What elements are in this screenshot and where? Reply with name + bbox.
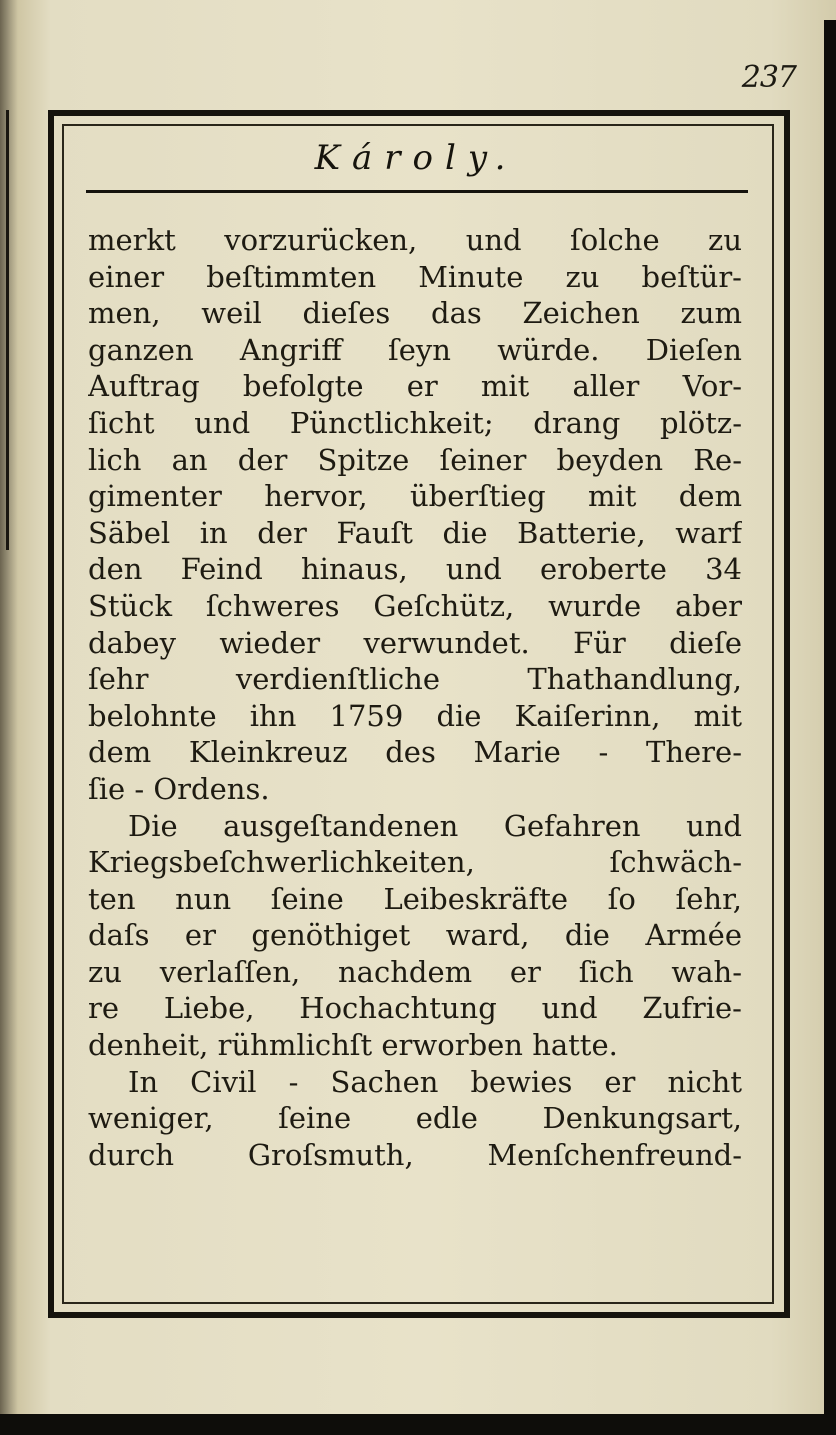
- text-line: merkt vorzurücken, und ſolche zu: [88, 223, 742, 257]
- binding-shadow: [0, 0, 18, 1435]
- text-line: ſicht und Pünctlichkeit; drang plötz-: [88, 405, 742, 440]
- text-line: dem Kleinkreuz des Marie - There-: [88, 735, 742, 770]
- text-line: ſie - Ordens.: [88, 771, 270, 806]
- text-line: ten nun ſeine Leibeskräfte ſo ſehr,: [88, 881, 742, 916]
- text-line: zu verlaſſen, nachdem er ſich wah-: [88, 954, 742, 989]
- text-line: Auftrag befolgte er mit aller Vor-: [88, 369, 742, 404]
- text-line: durch Groſsmuth, Menſchenfreund-: [88, 1137, 742, 1172]
- text-line: Säbel in der Fauſt die Batterie, warf: [88, 515, 742, 550]
- previous-page-rule: [6, 110, 9, 550]
- text-line: Stück ſchweres Geſchütz, wurde aber: [88, 588, 742, 623]
- body-text: [88, 222, 742, 1282]
- text-line: ſehr verdienſtliche Thathandlung,: [88, 662, 742, 697]
- page-number: 237: [741, 60, 796, 95]
- scan-bottom-edge: [0, 1414, 836, 1435]
- running-header-title: Károly.: [314, 138, 518, 178]
- text-line: gimenter hervor, überſtieg mit dem: [88, 479, 742, 514]
- text-line: belohnte ihn 1759 die Kaiſerinn, mit: [88, 698, 742, 733]
- paragraph-first-line: Die ausgeſtandenen Gefahren und: [128, 808, 742, 843]
- text-line: men, weil dieſes das Zeichen zum: [88, 296, 742, 331]
- text-line: denheit, rühmlichſt erworben hatte.: [88, 1028, 618, 1063]
- text-line: den Feind hinaus, und eroberte 34: [88, 552, 742, 587]
- text-line: re Liebe, Hochachtung und Zufrie-: [88, 991, 742, 1026]
- text-line: einer beſtimmten Minute zu beſtür-: [88, 259, 742, 294]
- paragraph-first-line: In Civil - Sachen bewies er nicht: [128, 1064, 742, 1099]
- text-line: Kriegsbeſchwerlichkeiten, ſchwäch-: [88, 845, 742, 880]
- header-rule: [86, 190, 748, 193]
- text-line: dabey wieder verwundet. Für dieſe: [88, 625, 742, 660]
- text-line: lich an der Spitze ſeiner beyden Re-: [88, 442, 742, 477]
- text-line: weniger, ſeine edle Denkungsart,: [88, 1101, 742, 1136]
- page-edge-dark: [824, 20, 836, 1420]
- text-line: ganzen Angriff ſeyn würde. Dieſen: [88, 332, 742, 367]
- text-line: daſs er genöthiget ward, die Armée: [88, 918, 742, 953]
